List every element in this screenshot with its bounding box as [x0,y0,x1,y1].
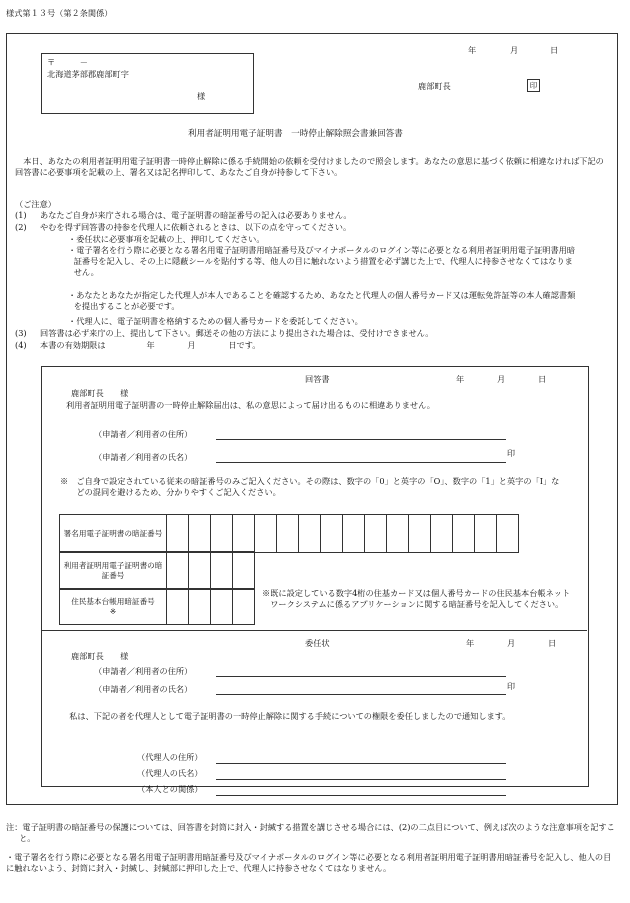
answer-address-field[interactable] [216,439,506,440]
note-2-text: やむを得ず回答書の持参を代理人に依頼されるときは、以下の点を守ってください。 [40,222,352,232]
pin-cell[interactable] [299,515,321,553]
recipient-honorific: 様 [197,91,206,101]
proxy-seal-icon: 印 [507,682,515,691]
note-3-text: 回答書は必ず来庁の上、提出して下さい。郵送その他の方法により提出された場合は、受付けできません。 [40,328,434,338]
pin-cell[interactable] [255,515,277,553]
pin-cell[interactable] [321,515,343,553]
answer-name-label: （申請者／利用者の氏名） [94,452,193,462]
note-1-text: あなたご自身が来庁される場合は、電子証明書の暗証番号の記入は必要ありません。 [40,210,352,220]
answer-addressee: 鹿部町長 様 [71,388,129,398]
note-4-text: 本書の有効期限は 年 月 日です。 [40,340,261,350]
intro-paragraph: 本日、あなたの利用者証明用電子証明書一時停止解除に係る手続開始の依頼を受付けましたので照会します。あなたの意思に基づく依頼に相違なければ下記の回答書に必要事項を記載の上、署名又は記名押印して、あなたご自身が持参して下さい。 [15,156,604,178]
footer-note-1: 注：電子証明書の暗証番号の保護については、回答書を封筒に封入・封緘する措置を講じさせる場合には、(2)の二点目について、例えば次のような注意事項を記すこと。 [6,822,615,844]
pin-cell[interactable] [211,515,233,553]
header-year-label: 年 [468,45,477,55]
bullet-2: ・電子署名を行う際に必要となる署名用電子証明書用暗証番号及びマイナポータルのログイン等に必要となる利用者証明用電子証明書用暗証番号を記入し、その上に隠蔽シールを貼付する等、他人の目に触れないよう措置を必ず講じた上で、代理人に持参させなくてはなりません。 [68,245,576,278]
pin-cell[interactable] [409,515,431,553]
resident-pin-label [60,589,167,625]
resident-pin-table [59,588,255,625]
answer-year-label: 年 [456,374,465,384]
document-title: 利用者証明用電子証明書 一時停止解除照会書兼回答書 [188,129,403,139]
bullet-4: ・代理人に、電子証明書を格納するための個人番号カードを委託してください。 [68,316,363,326]
pin-note: ※ ご自身で設定されている従来の暗証番号のみご記入ください。その際は、数字の「0」と英字の「O」、数字の「1」と英字の「I」などの混同を避けるため、分かりやすくご記入ください。 [60,476,560,498]
answer-seal-icon: 印 [507,449,515,458]
signature-pin-table [59,514,519,553]
note-2-num: (2) [15,222,27,232]
header-month-label: 月 [510,45,519,55]
pin-cell[interactable] [475,515,497,553]
pin-cell[interactable] [497,515,519,553]
pin-cell[interactable] [431,515,453,553]
note-4-num: (4) [15,340,27,350]
header-day-label: 日 [550,45,559,55]
pin-cell[interactable] [189,589,211,625]
footer-note-2: ・電子署名を行う際に必要となる署名用電子証明書用暗証番号及びマイナポータルのログイン等に必要となる利用者証明用電子証明書用暗証番号を記入し、他人の目に触れないよう、封筒に封入・封緘し、封緘部に押印した上で、代理人に持参させなくてはなりません。 [6,852,612,874]
relation-field[interactable] [216,795,506,796]
proxy-month-label: 月 [507,638,516,648]
pin-cell[interactable] [277,515,299,553]
note-1-num: (1) [15,210,27,220]
user-pin-label: 利用者証明用電子証明書の暗証番号 [60,552,167,590]
notes-heading: （ご注意） [15,199,56,209]
bullet-1: ・委任状に必要事項を記載の上、押印してください。 [68,234,265,244]
proxy-address-field[interactable] [216,676,506,677]
agent-name-label: （代理人の氏名） [137,768,203,778]
agent-address-field[interactable] [216,763,506,764]
note-3-num: (3) [15,328,27,338]
relation-label: （本人との関係） [137,784,203,794]
proxy-name-label: （申請者／利用者の氏名） [94,684,193,694]
answer-address-label: （申請者／利用者の住所） [94,429,193,439]
resident-pin-label-text: 住民基本台帳用暗証番号 [71,596,155,606]
bullet-3: ・あなたとあなたが指定した代理人が本人であることを確認するため、あなたと代理人の個人番号カード又は運転免許証等の本人確認書類を提出することが必要です。 [68,290,576,312]
pin-cell[interactable] [233,589,255,625]
answer-heading: 回答書 [305,374,330,384]
user-pin-table [59,551,255,590]
pin-cell[interactable] [233,515,255,553]
pin-cell[interactable] [167,552,189,590]
pin-cell[interactable] [387,515,409,553]
proxy-heading: 委任状 [305,638,330,648]
section-divider [41,630,587,631]
pin-cell[interactable] [211,552,233,590]
pin-cell[interactable] [189,552,211,590]
pin-cell[interactable] [343,515,365,553]
pin-cell[interactable] [233,552,255,590]
proxy-year-label: 年 [466,638,475,648]
answer-statement: 利用者証明用電子証明書の一時停止解除届出は、私の意思によって届け出るものに相違ありません。 [66,400,435,410]
answer-month-label: 月 [497,374,506,384]
resident-pin-mark: ※ [109,606,117,616]
recipient-address: 北海道茅部郡鹿部町字 [47,69,129,79]
proxy-statement: 私は、下記の者を代理人として電子証明書の一時停止解除に関する手続についての権限を委任しましたので通知します。 [69,711,511,721]
agent-name-field[interactable] [216,779,506,780]
agent-address-label: （代理人の住所） [137,752,203,762]
proxy-name-field[interactable] [216,694,506,695]
pin-cell[interactable] [167,515,189,553]
form-number: 様式第１３号（第２条関係） [6,8,113,18]
issuer-seal-icon: 印 [527,79,540,92]
proxy-day-label: 日 [548,638,557,648]
answer-name-field[interactable] [216,462,506,463]
postal-mark: 〒 － [47,57,88,67]
proxy-address-label: （申請者／利用者の住所） [94,666,193,676]
answer-day-label: 日 [538,374,547,384]
pin-cell[interactable] [167,589,189,625]
issuer: 鹿部町長 [418,81,451,91]
signature-pin-label: 署名用電子証明書の暗証番号 [60,515,167,553]
pin-cell[interactable] [211,589,233,625]
pin-cell[interactable] [365,515,387,553]
pin-cell[interactable] [453,515,475,553]
pin-cell[interactable] [189,515,211,553]
residence-pin-note: ※既に設定している数字4桁の住基カード又は個人番号カードの住民基本台帳ネットワークシステムに係るアプリケーションに関する暗証番号を記入してください。 [262,588,571,610]
proxy-addressee: 鹿部町長 様 [71,651,129,661]
